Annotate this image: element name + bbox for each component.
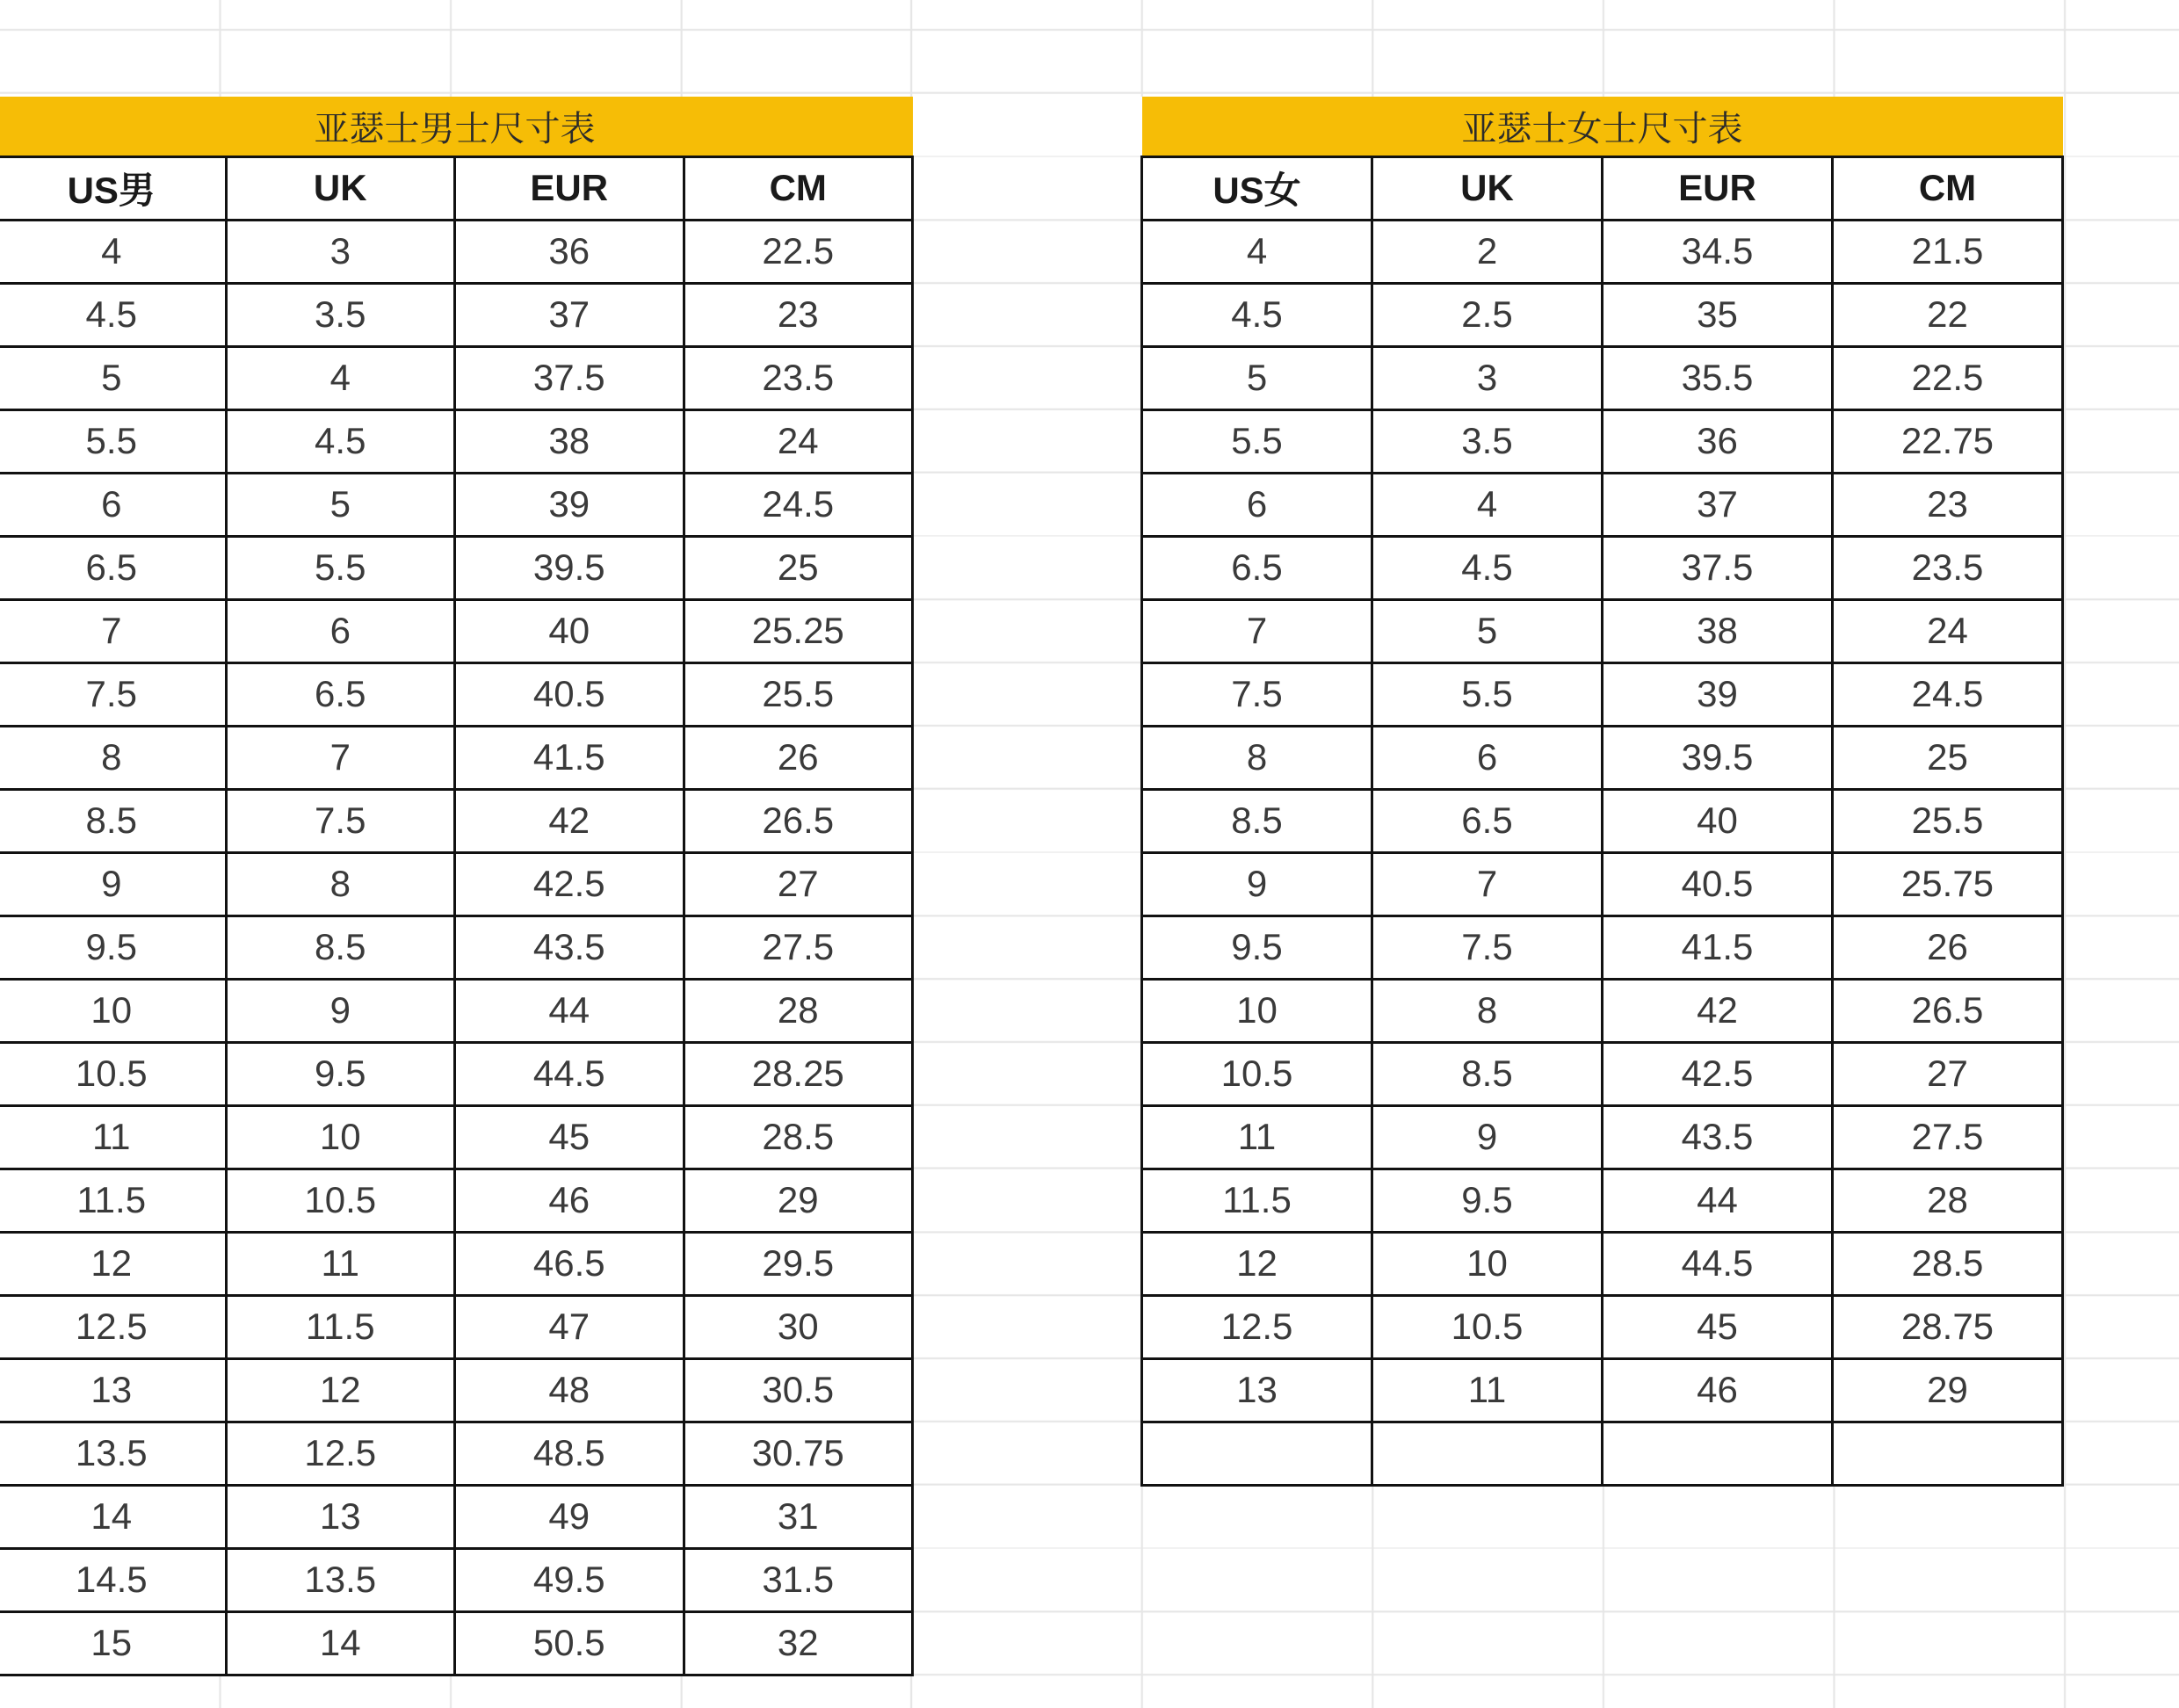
table-cell[interactable]: 8 [1372,979,1603,1042]
table-cell[interactable]: 6 [226,599,455,662]
table-cell[interactable]: 10 [0,979,226,1042]
table-cell[interactable]: 39.5 [1603,726,1833,789]
table-cell[interactable]: 11.5 [1142,1169,1372,1232]
table-cell[interactable]: 11.5 [0,1169,226,1232]
table-cell[interactable]: 6 [1142,473,1372,536]
table-cell[interactable] [1142,1422,1372,1485]
table-row [1142,346,2063,409]
table-row [1142,726,2063,789]
table-cell[interactable]: 26 [684,726,913,789]
table-row [1142,789,2063,852]
table-cell[interactable]: 12 [1142,1232,1372,1295]
table-cell[interactable]: 12 [226,1358,455,1422]
table-cell[interactable]: 11 [226,1232,455,1295]
table-cell[interactable]: 4 [226,346,455,409]
table-cell[interactable]: 10.5 [0,1042,226,1105]
table-cell[interactable]: 26.5 [1833,979,2063,1042]
men-header-uk[interactable]: UK [226,156,455,220]
table-cell[interactable] [1372,1422,1603,1485]
table-row [0,1422,913,1485]
table-cell[interactable]: 38 [1603,599,1833,662]
table-cell[interactable]: 10.5 [1142,1042,1372,1105]
table-row [0,662,913,726]
table-cell[interactable]: 9.5 [226,1042,455,1105]
table-row [1142,979,2063,1042]
table-cell[interactable]: 5.5 [1372,662,1603,726]
table-cell[interactable]: 25 [1833,726,2063,789]
table-cell[interactable]: 42.5 [455,852,684,916]
table-cell[interactable]: 9.5 [0,916,226,979]
table-row [0,599,913,662]
table-cell[interactable]: 25.75 [1833,852,2063,916]
table-row [0,473,913,536]
table-cell[interactable]: 39 [1603,662,1833,726]
table-cell[interactable]: 24 [684,409,913,473]
table-row [0,979,913,1042]
table-cell[interactable]: 7 [1142,599,1372,662]
table-cell[interactable]: 9 [1372,1105,1603,1169]
table-cell[interactable]: 9.5 [1142,916,1372,979]
table-cell[interactable]: 44.5 [1603,1232,1833,1295]
table-cell[interactable]: 26 [1833,916,2063,979]
table-cell[interactable]: 21.5 [1833,220,2063,283]
table-cell[interactable]: 6.5 [1142,536,1372,599]
men-table-title[interactable]: 亚瑟士男士尺寸表 [0,97,913,156]
table-row [0,1105,913,1169]
table-cell[interactable]: 37 [455,283,684,346]
table-cell[interactable]: 3.5 [226,283,455,346]
table-cell[interactable]: 4.5 [1372,536,1603,599]
table-cell[interactable]: 6.5 [226,662,455,726]
table-cell[interactable]: 49 [455,1485,684,1548]
table-cell[interactable]: 9 [0,852,226,916]
table-row [0,1611,913,1675]
table-cell[interactable]: 9.5 [1372,1169,1603,1232]
table-cell[interactable]: 8.5 [1372,1042,1603,1105]
table-cell[interactable]: 12.5 [1142,1295,1372,1358]
table-cell[interactable]: 31 [684,1485,913,1548]
table-row [1142,852,2063,916]
table-cell[interactable]: 7.5 [226,789,455,852]
table-cell[interactable]: 27.5 [684,916,913,979]
table-cell[interactable]: 23.5 [1833,536,2063,599]
women-size-table [1140,97,2064,1487]
table-row [0,852,913,916]
table-cell[interactable]: 4.5 [0,283,226,346]
table-cell[interactable]: 29 [1833,1358,2063,1422]
table-cell[interactable]: 7.5 [1372,916,1603,979]
table-cell[interactable]: 4.5 [226,409,455,473]
table-cell[interactable]: 40 [455,599,684,662]
table-cell[interactable]: 3.5 [1372,409,1603,473]
table-row [1142,220,2063,283]
table-cell[interactable]: 10.5 [226,1169,455,1232]
table-cell[interactable]: 40.5 [1603,852,1833,916]
table-cell[interactable]: 41.5 [1603,916,1833,979]
table-cell[interactable]: 8.5 [0,789,226,852]
table-row [0,1169,913,1232]
table-cell[interactable]: 50.5 [455,1611,684,1675]
table-cell[interactable]: 43.5 [1603,1105,1833,1169]
table-cell[interactable]: 46.5 [455,1232,684,1295]
table-cell[interactable]: 14.5 [0,1548,226,1611]
table-cell[interactable]: 3 [226,220,455,283]
table-row [1142,662,2063,726]
table-cell[interactable]: 32 [684,1611,913,1675]
table-cell[interactable]: 25 [684,536,913,599]
table-cell[interactable]: 24.5 [684,473,913,536]
table-cell[interactable]: 11.5 [226,1295,455,1358]
table-cell[interactable]: 34.5 [1603,220,1833,283]
table-cell[interactable]: 28.75 [1833,1295,2063,1358]
table-cell[interactable]: 45 [1603,1295,1833,1358]
table-row [1142,473,2063,536]
table-cell[interactable]: 5.5 [226,536,455,599]
table-cell[interactable]: 2 [1372,220,1603,283]
table-cell[interactable]: 4 [0,220,226,283]
table-row [0,346,913,409]
table-cell[interactable]: 37 [1603,473,1833,536]
table-cell[interactable]: 48.5 [455,1422,684,1485]
table-row [1142,1169,2063,1232]
table-cell[interactable]: 9 [226,979,455,1042]
table-row [0,1485,913,1548]
table-row [0,789,913,852]
table-cell[interactable]: 8 [1142,726,1372,789]
table-cell[interactable]: 39.5 [455,536,684,599]
table-cell[interactable]: 11 [1142,1105,1372,1169]
women-table-title[interactable]: 亚瑟士女士尺寸表 [1142,97,2063,156]
table-cell[interactable]: 6 [0,473,226,536]
table-row [1142,536,2063,599]
table-row [1142,1042,2063,1105]
table-row [1142,1232,2063,1295]
table-cell[interactable]: 42.5 [1603,1042,1833,1105]
table-cell[interactable]: 48 [455,1358,684,1422]
table-cell[interactable]: 10 [1142,979,1372,1042]
table-row [0,1295,913,1358]
table-cell[interactable]: 5.5 [1142,409,1372,473]
table-row [0,1232,913,1295]
table-cell[interactable]: 5 [226,473,455,536]
table-cell[interactable]: 44 [455,979,684,1042]
table-cell[interactable]: 24 [1833,599,2063,662]
table-cell[interactable]: 30.75 [684,1422,913,1485]
table-cell[interactable]: 22.5 [1833,346,2063,409]
men-header-cm[interactable]: CM [684,156,913,220]
table-cell[interactable]: 12.5 [226,1422,455,1485]
women-title-row [1142,97,2063,156]
table-cell[interactable]: 4 [1142,220,1372,283]
table-cell[interactable]: 28.25 [684,1042,913,1105]
table-cell[interactable]: 30 [684,1295,913,1358]
table-cell[interactable]: 4 [1372,473,1603,536]
table-cell[interactable]: 23 [684,283,913,346]
table-row [0,409,913,473]
table-cell[interactable]: 35.5 [1603,346,1833,409]
table-cell[interactable]: 37.5 [455,346,684,409]
table-cell[interactable]: 42 [455,789,684,852]
table-cell[interactable]: 5 [0,346,226,409]
table-cell[interactable]: 27 [1833,1042,2063,1105]
table-cell[interactable]: 22.5 [684,220,913,283]
table-cell[interactable]: 9 [1142,852,1372,916]
table-cell[interactable]: 23 [1833,473,2063,536]
table-cell[interactable]: 10 [226,1105,455,1169]
table-cell[interactable]: 23.5 [684,346,913,409]
table-cell[interactable]: 7 [1372,852,1603,916]
table-cell[interactable]: 11 [1372,1358,1603,1422]
table-cell[interactable]: 14 [226,1611,455,1675]
table-cell[interactable]: 41.5 [455,726,684,789]
men-size-table [0,97,914,1676]
table-cell[interactable]: 38 [455,409,684,473]
table-cell[interactable]: 7 [0,599,226,662]
men-table-body [0,220,913,1675]
table-cell[interactable]: 5 [1372,599,1603,662]
table-cell[interactable]: 12.5 [0,1295,226,1358]
women-header-us[interactable]: US女 [1142,156,1372,220]
table-cell[interactable]: 7.5 [0,662,226,726]
table-row [0,536,913,599]
table-cell[interactable]: 4.5 [1142,283,1372,346]
table-cell[interactable]: 24.5 [1833,662,2063,726]
table-cell[interactable]: 12 [0,1232,226,1295]
table-cell[interactable]: 28.5 [684,1105,913,1169]
table-cell[interactable]: 39 [455,473,684,536]
table-cell[interactable]: 13.5 [0,1422,226,1485]
table-cell[interactable]: 11 [0,1105,226,1169]
table-cell[interactable]: 37.5 [1603,536,1833,599]
table-cell[interactable]: 35 [1603,283,1833,346]
women-header-uk[interactable]: UK [1372,156,1603,220]
table-cell[interactable]: 47 [455,1295,684,1358]
men-header-row [0,156,913,220]
women-header-row [1142,156,2063,220]
table-row [0,726,913,789]
table-cell[interactable]: 43.5 [455,916,684,979]
table-cell[interactable]: 8 [0,726,226,789]
table-row [0,1042,913,1105]
table-cell[interactable]: 27 [684,852,913,916]
men-title-row [0,97,913,156]
table-row [0,916,913,979]
table-cell[interactable]: 10.5 [1372,1295,1603,1358]
table-cell[interactable]: 49.5 [455,1548,684,1611]
table-cell[interactable]: 13.5 [226,1548,455,1611]
table-cell[interactable]: 10 [1372,1232,1603,1295]
men-header-eur[interactable]: EUR [455,156,684,220]
table-row [0,1548,913,1611]
table-cell[interactable]: 46 [1603,1358,1833,1422]
table-cell[interactable]: 27.5 [1833,1105,2063,1169]
table-cell[interactable]: 29.5 [684,1232,913,1295]
table-cell[interactable]: 5.5 [0,409,226,473]
table-cell[interactable]: 40.5 [455,662,684,726]
table-cell[interactable]: 8.5 [1142,789,1372,852]
table-row [0,220,913,283]
table-cell[interactable]: 28 [1833,1169,2063,1232]
table-cell[interactable]: 2.5 [1372,283,1603,346]
table-row [0,1358,913,1422]
table-cell[interactable]: 25.5 [684,662,913,726]
table-cell[interactable]: 25.25 [684,599,913,662]
women-table-body [1142,220,2063,1485]
table-row [1142,1295,2063,1358]
women-header-eur[interactable]: EUR [1603,156,1833,220]
table-cell[interactable] [1833,1422,2063,1485]
table-row [1142,599,2063,662]
table-row [1142,1422,2063,1485]
table-cell[interactable]: 25.5 [1833,789,2063,852]
table-cell[interactable]: 14 [0,1485,226,1548]
table-cell[interactable]: 6.5 [1372,789,1603,852]
table-cell[interactable]: 6.5 [0,536,226,599]
table-row [1142,1105,2063,1169]
table-cell[interactable]: 7 [226,726,455,789]
table-cell[interactable]: 45 [455,1105,684,1169]
table-cell[interactable]: 26.5 [684,789,913,852]
table-cell[interactable]: 36 [455,220,684,283]
table-cell[interactable]: 22 [1833,283,2063,346]
table-cell[interactable]: 36 [1603,409,1833,473]
men-header-us[interactable]: US男 [0,156,226,220]
women-header-cm[interactable]: CM [1833,156,2063,220]
table-cell[interactable]: 44 [1603,1169,1833,1232]
table-row [0,283,913,346]
table-cell[interactable]: 46 [455,1169,684,1232]
table-cell[interactable]: 30.5 [684,1358,913,1422]
table-cell[interactable]: 29 [684,1169,913,1232]
table-cell[interactable]: 8 [226,852,455,916]
table-cell[interactable]: 31.5 [684,1548,913,1611]
table-cell[interactable]: 44.5 [455,1042,684,1105]
table-cell[interactable]: 15 [0,1611,226,1675]
table-cell[interactable]: 6 [1372,726,1603,789]
table-row [1142,1358,2063,1422]
table-cell[interactable]: 28.5 [1833,1232,2063,1295]
table-cell[interactable]: 13 [1142,1358,1372,1422]
table-cell[interactable]: 13 [0,1358,226,1422]
table-cell[interactable]: 40 [1603,789,1833,852]
table-cell[interactable]: 8.5 [226,916,455,979]
table-cell[interactable]: 13 [226,1485,455,1548]
table-cell[interactable]: 42 [1603,979,1833,1042]
table-row [1142,409,2063,473]
table-row [1142,916,2063,979]
table-cell[interactable] [1603,1422,1833,1485]
table-cell[interactable]: 3 [1372,346,1603,409]
table-cell[interactable]: 5 [1142,346,1372,409]
table-row [1142,283,2063,346]
table-cell[interactable]: 7.5 [1142,662,1372,726]
table-cell[interactable]: 22.75 [1833,409,2063,473]
table-cell[interactable]: 28 [684,979,913,1042]
